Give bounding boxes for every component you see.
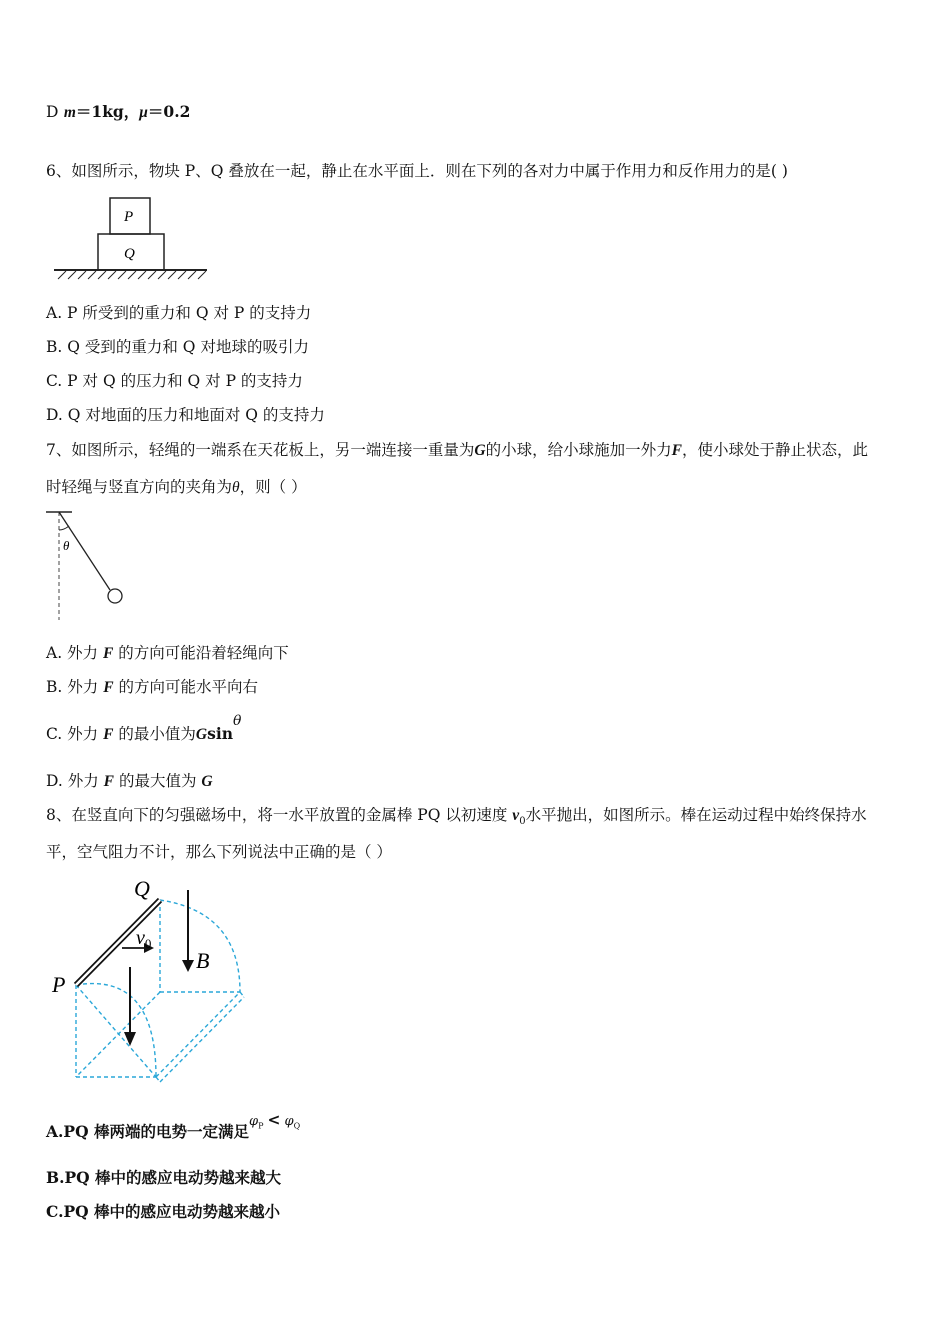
- q8-option-c: C.PQ 棒中的感应电动势越来越小: [46, 1202, 281, 1221]
- var-mu: μ: [139, 104, 148, 121]
- q7-option-a: A. 外力 F 的方向可能沿着轻绳向下: [46, 644, 289, 662]
- text: ＝1kg，: [75, 102, 140, 121]
- label-v0: $v_0$: [136, 927, 152, 951]
- label-q: Q: [124, 246, 135, 262]
- q6-stem: 6、如图所示，物块 P、Q 叠放在一起，静止在水平面上．则在下列的各对力中属于作用力和反作用力的是( ): [46, 162, 788, 180]
- q7-stem-line1: 7、如图所示，轻绳的一端系在天花板上，另一端连接一重量为G的小球，给小球施加一外力F，使小球处于静止状态，此: [46, 441, 868, 459]
- var-m: m: [63, 104, 76, 121]
- label-b: B: [196, 948, 210, 973]
- q6-option-d: D. Q 对地面的压力和地面对 Q 的支持力: [46, 406, 325, 424]
- q7-option-b: B. 外力 F 的方向可能水平向右: [46, 678, 258, 696]
- dashed-trajectory-box: [76, 900, 244, 1082]
- q5-option-d: [46, 101, 190, 124]
- q7-option-c: C. 外力 F 的最小值为Gsinθ: [46, 713, 242, 743]
- q6-option-c: C. P 对 Q 的压力和 Q 对 P 的支持力: [46, 372, 303, 390]
- angle-arc: [59, 526, 69, 530]
- phi-q: φQ: [284, 1114, 301, 1131]
- q6-figure: [52, 193, 212, 285]
- q7-option-d: D. 外力 F 的最大值为 G: [46, 772, 213, 790]
- label-p: P: [52, 972, 66, 997]
- ground-hatch: [58, 271, 206, 279]
- q8-figure: [46, 872, 256, 1087]
- label-p: P: [124, 209, 134, 225]
- q8-stem-line2: 平，空气阻力不计，那么下列说法中正确的是（ ）: [46, 843, 392, 861]
- q6-option-a: A. P 所受到的重力和 Q 对 P 的支持力: [46, 304, 312, 322]
- ball: [108, 589, 122, 603]
- label-q: Q: [134, 876, 150, 901]
- q7-figure: [42, 508, 142, 623]
- phi-p: φP: [248, 1114, 264, 1131]
- q8-option-a: A.PQ 棒两端的电势一定满足$^{\varphi_P}$ < $^{\varphi_Q}$: [46, 1110, 301, 1141]
- q8-stem-line1: 8、在竖直向下的匀强磁场中，将一水平放置的金属棒 PQ 以初速度 $v_0$水平抛出，如图所示。棒在运动过程中始终保持水: [46, 806, 867, 828]
- option-label: D: [46, 103, 59, 121]
- q8-option-b: B.PQ 棒中的感应电动势越来越大: [46, 1168, 282, 1187]
- q7-stem-line2: 时轻绳与竖直方向的夹角为θ，则（ ）: [46, 478, 307, 496]
- label-theta: θ: [63, 538, 70, 553]
- q6-option-b: B. Q 受到的重力和 Q 对地球的吸引力: [46, 338, 309, 356]
- text: ＝0.2: [147, 102, 191, 121]
